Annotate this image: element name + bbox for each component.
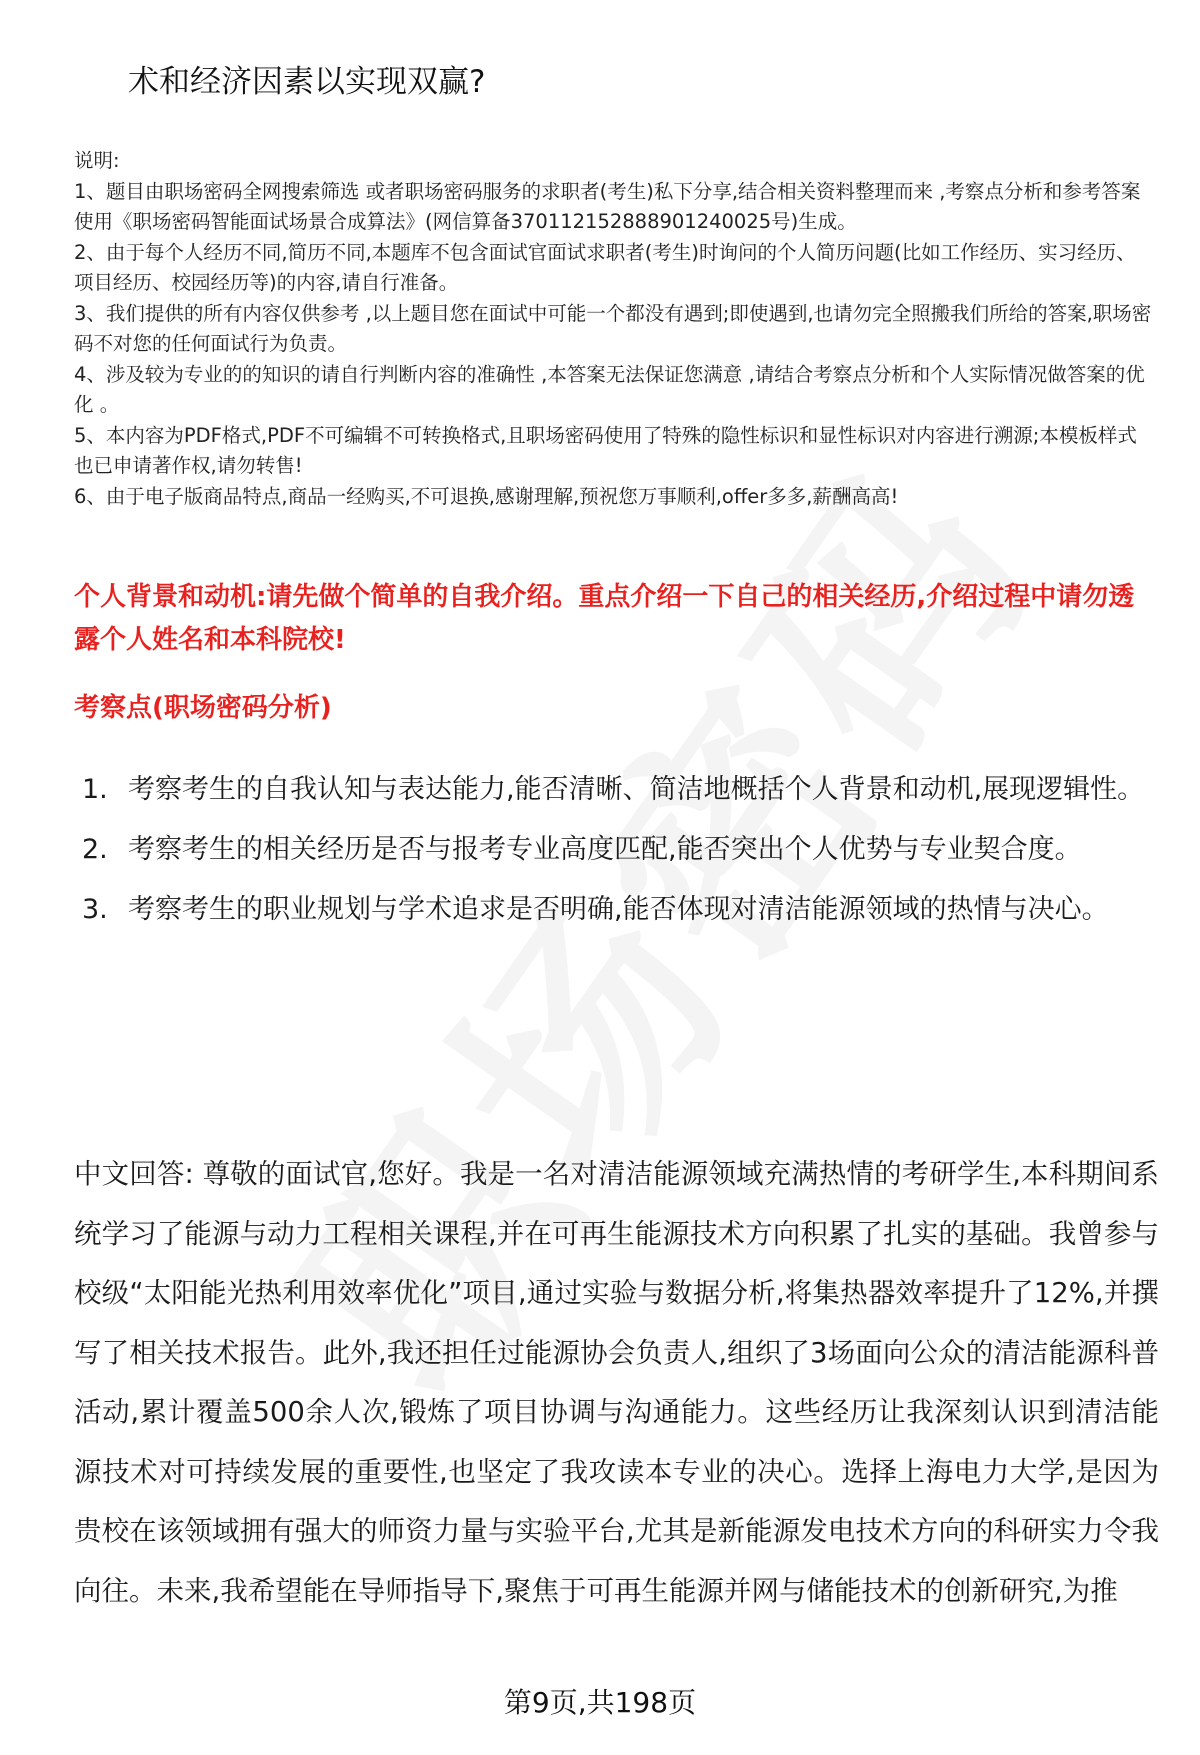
note-item: 3、我们提供的所有内容仅供参考 ,以上题目您在面试中可能一个都没有遇到;即使遇到,也请勿完全照搬我们所给的答案,职场密码不对您的任何面试行为负责。 — [74, 301, 1152, 355]
continued-question-text: 术和经济因素以实现双赢? — [128, 64, 486, 100]
note-item: 1、题目由职场密码全网搜索筛选 或者职场密码服务的求职者(考生)私下分享,结合相关资料整理而来 ,考察点分析和参考答案使用《职场密码智能面试场景合成算法》(网信算备370112152888901240025号)生成。 — [74, 179, 1141, 233]
list-item-number: 3. — [82, 894, 108, 925]
answer-section — [74, 1145, 1159, 1621]
answer-label: 中文回答: — [74, 1158, 194, 1190]
question-heading: 个人背景和动机:请先做个简单的自我介绍。重点介绍一下自己的相关经历,介绍过程中请勿透露个人姓名和本科院校! — [74, 582, 1135, 655]
list-item — [82, 760, 1152, 820]
list-item-number: 1. — [82, 774, 108, 805]
note-item: 4、涉及较为专业的的知识的请自行判断内容的准确性 ,本答案无法保证您满意 ,请结合考察点分析和个人实际情况做答案的优化 。 — [74, 362, 1145, 416]
list-item — [82, 880, 1152, 940]
answer-text: 尊敬的面试官,您好。我是一名对清洁能源领域充满热情的考研学生,本科期间系统学习了能源与动力工程相关课程,并在可再生能源技术方向积累了扎实的基础。我曾参与校级“太阳能光热利用效率优化”项目,通过实验与数据分析,将集热器效率提升了12%,并撰写了相关技术报告。此外,我还担任过能源协会负责人,组织了3场面向公众的清洁能源科普活动,累计覆盖500余人次,锻炼了项目协调与沟通能力。这些经历让我深刻认识到清洁能源技术对可持续发展的重要性,也坚定了我攻读本专业的决心。选择上海电力大学,是因为贵校在该领域拥有强大的师资力量与实验平台,尤其是新能源发电技术方向的科研实力令我向往。未来,我希望能在导师指导下,聚焦于可再生能源并网与储能技术的创新研究,为推 — [74, 1158, 1159, 1607]
page-number: 第9页,共198页 — [503, 1686, 697, 1719]
note-item: 6、由于电子版商品特点,商品一经购买,不可退换,感谢理解,预祝您万事顺利,offer多多,薪酬高高! — [74, 484, 899, 508]
list-item — [82, 820, 1152, 880]
note-item: 2、由于每个人经历不同,简历不同,本题库不包含面试官面试求职者(考生)时询问的个人简历问题(比如工作经历、实习经历、项目经历、校园经历等)的内容,请自行准备。 — [74, 240, 1136, 294]
note-item: 5、本内容为PDF格式,PDF不可编辑不可转换格式,且职场密码使用了特殊的隐性标识和显性标识对内容进行溯源;本模板样式也已申请著作权,请勿转售! — [74, 423, 1137, 477]
list-item-number: 2. — [82, 834, 108, 865]
list-item-text: 考察考生的职业规划与学术追求是否明确,能否体现对清洁能源领域的热情与决心。 — [128, 894, 1109, 925]
list-item-text: 考察考生的自我认知与表达能力,能否清晰、简洁地概括个人背景和动机,展现逻辑性。 — [128, 774, 1145, 805]
list-item-text: 考察考生的相关经历是否与报考专业高度匹配,能否突出个人优势与专业契合度。 — [128, 834, 1082, 865]
analysis-title: 考察点(职场密码分析) — [74, 693, 332, 723]
analysis-points-list — [82, 760, 1152, 940]
notes-section — [74, 146, 1154, 512]
notes-title: 说明: — [74, 149, 120, 172]
